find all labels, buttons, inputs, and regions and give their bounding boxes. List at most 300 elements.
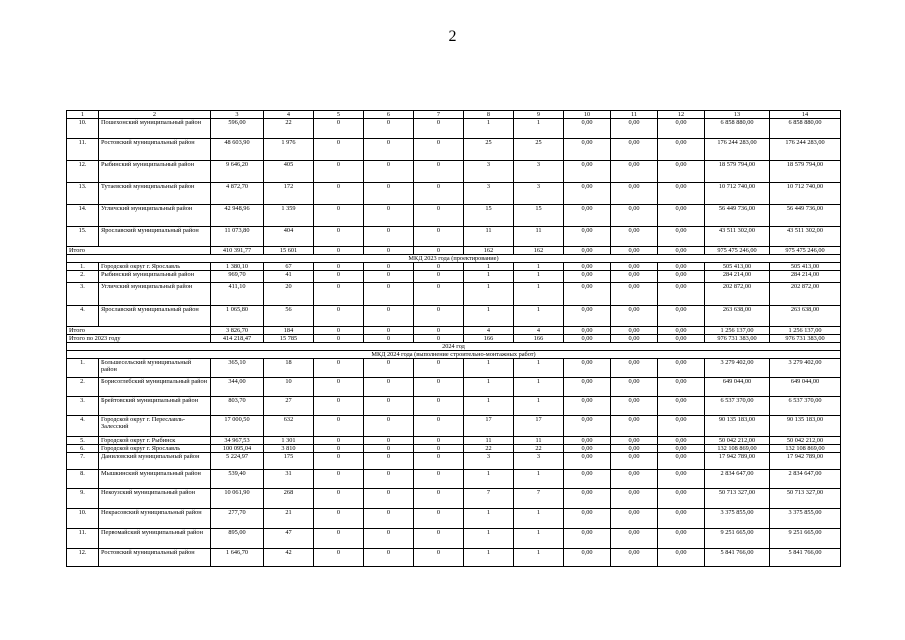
section-heading: 2024 год bbox=[67, 343, 841, 351]
value-cell: 25 bbox=[514, 139, 564, 161]
row-number-cell: 12. bbox=[67, 549, 99, 567]
table-row bbox=[67, 205, 841, 227]
total-value-cell: 1 256 137,00 bbox=[705, 327, 770, 335]
row-number-cell: 11. bbox=[67, 529, 99, 549]
value-cell: 0 bbox=[314, 161, 364, 183]
value-cell: 0 bbox=[414, 470, 464, 489]
value-cell: 0,00 bbox=[658, 227, 705, 247]
total-value-cell: 0 bbox=[364, 327, 414, 335]
value-cell: 0,00 bbox=[658, 453, 705, 470]
district-name-cell: Ростовский муниципальный район bbox=[99, 139, 211, 161]
value-cell: 0,00 bbox=[611, 183, 658, 205]
value-cell: 0,00 bbox=[611, 161, 658, 183]
value-cell: 0,00 bbox=[658, 263, 705, 271]
value-cell: 0 bbox=[414, 397, 464, 416]
value-cell: 41 bbox=[264, 271, 314, 283]
value-cell: 0,00 bbox=[564, 263, 611, 271]
value-cell: 0,00 bbox=[611, 397, 658, 416]
row-number-cell: 3. bbox=[67, 397, 99, 416]
table-row bbox=[67, 227, 841, 247]
value-cell: 0,00 bbox=[658, 183, 705, 205]
value-cell: 0 bbox=[414, 139, 464, 161]
value-cell: 0 bbox=[314, 205, 364, 227]
value-cell: 7 bbox=[464, 489, 514, 509]
value-cell: 0,00 bbox=[564, 509, 611, 529]
value-cell: 1 301 bbox=[264, 437, 314, 445]
district-name-cell: Борисоглебский муниципальный район bbox=[99, 378, 211, 397]
value-cell: 0,00 bbox=[658, 489, 705, 509]
value-cell: 0 bbox=[364, 445, 414, 453]
value-cell: 18 579 794,00 bbox=[770, 161, 841, 183]
value-cell: 0,00 bbox=[564, 378, 611, 397]
value-cell: 0 bbox=[414, 489, 464, 509]
value-cell: 22 bbox=[464, 445, 514, 453]
total-value-cell: 975 475 246,00 bbox=[770, 247, 841, 255]
value-cell: 2 834 647,00 bbox=[705, 470, 770, 489]
table-row bbox=[67, 529, 841, 549]
value-cell: 1 bbox=[464, 263, 514, 271]
value-cell: 3 bbox=[464, 453, 514, 470]
value-cell: 132 108 869,00 bbox=[770, 445, 841, 453]
value-cell: 0 bbox=[364, 509, 414, 529]
value-cell: 0 bbox=[414, 283, 464, 306]
value-cell: 0 bbox=[414, 306, 464, 327]
total-value-cell: 162 bbox=[464, 247, 514, 255]
total-value-cell: 15 601 bbox=[264, 247, 314, 255]
value-cell: 3 bbox=[464, 183, 514, 205]
value-cell: 48 603,90 bbox=[211, 139, 264, 161]
value-cell: 0 bbox=[414, 416, 464, 437]
value-cell: 50 713 327,00 bbox=[705, 489, 770, 509]
value-cell: 0,00 bbox=[658, 119, 705, 139]
row-number-cell: 7. bbox=[67, 453, 99, 470]
value-cell: 0 bbox=[414, 161, 464, 183]
value-cell: 0,00 bbox=[611, 306, 658, 327]
value-cell: 15 bbox=[514, 205, 564, 227]
district-name-cell: Тутаевский муниципальный район bbox=[99, 183, 211, 205]
value-cell: 969,70 bbox=[211, 271, 264, 283]
value-cell: 1 bbox=[464, 378, 514, 397]
district-name-cell: Городской округ г. Переславль-Залесский bbox=[99, 416, 211, 437]
table-body bbox=[67, 111, 841, 567]
value-cell: 0 bbox=[364, 416, 414, 437]
total-value-cell: 0 bbox=[364, 247, 414, 255]
value-cell: 411,10 bbox=[211, 283, 264, 306]
value-cell: 0,00 bbox=[564, 489, 611, 509]
value-cell: 0 bbox=[364, 271, 414, 283]
value-cell: 1 bbox=[464, 359, 514, 378]
value-cell: 0,00 bbox=[611, 453, 658, 470]
value-cell: 1 bbox=[464, 119, 514, 139]
value-cell: 0,00 bbox=[658, 445, 705, 453]
table-row bbox=[67, 359, 841, 378]
total-value-cell: 166 bbox=[464, 335, 514, 343]
value-cell: 895,00 bbox=[211, 529, 264, 549]
total-value-cell: 976 731 383,00 bbox=[705, 335, 770, 343]
table-row bbox=[67, 453, 841, 470]
column-header: 8 bbox=[464, 111, 514, 119]
value-cell: 0 bbox=[314, 227, 364, 247]
value-cell: 1 bbox=[464, 529, 514, 549]
value-cell: 1 bbox=[514, 306, 564, 327]
value-cell: 18 579 794,00 bbox=[705, 161, 770, 183]
value-cell: 27 bbox=[264, 397, 314, 416]
value-cell: 0,00 bbox=[564, 453, 611, 470]
column-header: 10 bbox=[564, 111, 611, 119]
table-row bbox=[67, 470, 841, 489]
total-value-cell: 0 bbox=[414, 247, 464, 255]
total-value-cell: 4 bbox=[514, 327, 564, 335]
value-cell: 0 bbox=[414, 119, 464, 139]
value-cell: 0 bbox=[414, 271, 464, 283]
value-cell: 0 bbox=[414, 437, 464, 445]
row-number-cell: 1. bbox=[67, 263, 99, 271]
column-header: 5 bbox=[314, 111, 364, 119]
district-name-cell: Ростовский муниципальный район bbox=[99, 549, 211, 567]
value-cell: 277,70 bbox=[211, 509, 264, 529]
value-cell: 0 bbox=[314, 453, 364, 470]
district-name-cell: Городской округ г. Рыбинск bbox=[99, 437, 211, 445]
value-cell: 9 646,20 bbox=[211, 161, 264, 183]
value-cell: 1 bbox=[464, 397, 514, 416]
value-cell: 0,00 bbox=[611, 263, 658, 271]
value-cell: 0 bbox=[364, 227, 414, 247]
value-cell: 5 224,97 bbox=[211, 453, 264, 470]
value-cell: 0 bbox=[314, 183, 364, 205]
value-cell: 263 638,00 bbox=[770, 306, 841, 327]
section-heading: МКД 2024 года (выполнение строительно-монтажных работ) bbox=[67, 351, 841, 359]
value-cell: 0,00 bbox=[564, 549, 611, 567]
value-cell: 11 bbox=[514, 437, 564, 445]
value-cell: 0,00 bbox=[564, 437, 611, 445]
column-header: 14 bbox=[770, 111, 841, 119]
total-value-cell: 0,00 bbox=[658, 327, 705, 335]
district-name-cell: Некрасовский муниципальный район bbox=[99, 509, 211, 529]
row-number-cell: 8. bbox=[67, 470, 99, 489]
value-cell: 1 bbox=[464, 271, 514, 283]
value-cell: 2 834 647,00 bbox=[770, 470, 841, 489]
total-value-cell: 184 bbox=[264, 327, 314, 335]
value-cell: 47 bbox=[264, 529, 314, 549]
value-cell: 7 bbox=[514, 489, 564, 509]
value-cell: 0 bbox=[414, 445, 464, 453]
total-value-cell: 0,00 bbox=[611, 247, 658, 255]
value-cell: 405 bbox=[264, 161, 314, 183]
value-cell: 0 bbox=[314, 306, 364, 327]
total-value-cell: 0 bbox=[314, 247, 364, 255]
total-row bbox=[67, 327, 841, 335]
value-cell: 1 bbox=[464, 509, 514, 529]
column-header: 7 bbox=[414, 111, 464, 119]
value-cell: 0,00 bbox=[564, 397, 611, 416]
value-cell: 0 bbox=[364, 529, 414, 549]
value-cell: 50 042 212,00 bbox=[705, 437, 770, 445]
value-cell: 17 bbox=[514, 416, 564, 437]
district-name-cell: Рыбинский муниципальный район bbox=[99, 271, 211, 283]
value-cell: 0,00 bbox=[564, 227, 611, 247]
district-name-cell: Пошехонский муниципальный район bbox=[99, 119, 211, 139]
value-cell: 596,00 bbox=[211, 119, 264, 139]
value-cell: 0 bbox=[364, 119, 414, 139]
value-cell: 43 511 302,00 bbox=[770, 227, 841, 247]
value-cell: 284 214,00 bbox=[770, 271, 841, 283]
table-row bbox=[67, 378, 841, 397]
district-name-cell: Угличский муниципальный район bbox=[99, 283, 211, 306]
value-cell: 0 bbox=[414, 205, 464, 227]
value-cell: 43 511 302,00 bbox=[705, 227, 770, 247]
column-header: 3 bbox=[211, 111, 264, 119]
value-cell: 90 135 183,00 bbox=[705, 416, 770, 437]
total-value-cell: 976 731 383,00 bbox=[770, 335, 841, 343]
total-value-cell: 0,00 bbox=[564, 327, 611, 335]
value-cell: 6 537 370,00 bbox=[770, 397, 841, 416]
value-cell: 344,00 bbox=[211, 378, 264, 397]
value-cell: 175 bbox=[264, 453, 314, 470]
value-cell: 0,00 bbox=[611, 227, 658, 247]
value-cell: 0,00 bbox=[658, 397, 705, 416]
value-cell: 1 065,80 bbox=[211, 306, 264, 327]
value-cell: 0,00 bbox=[564, 139, 611, 161]
value-cell: 539,40 bbox=[211, 470, 264, 489]
row-number-cell: 14. bbox=[67, 205, 99, 227]
value-cell: 0,00 bbox=[658, 509, 705, 529]
value-cell: 0,00 bbox=[611, 529, 658, 549]
value-cell: 0,00 bbox=[611, 549, 658, 567]
value-cell: 11 bbox=[514, 227, 564, 247]
value-cell: 0,00 bbox=[611, 445, 658, 453]
value-cell: 11 073,80 bbox=[211, 227, 264, 247]
value-cell: 6 858 880,00 bbox=[705, 119, 770, 139]
value-cell: 56 449 736,00 bbox=[770, 205, 841, 227]
total-label: Итого bbox=[67, 247, 211, 255]
value-cell: 0 bbox=[414, 549, 464, 567]
value-cell: 0 bbox=[364, 161, 414, 183]
table-row bbox=[67, 119, 841, 139]
value-cell: 0,00 bbox=[658, 306, 705, 327]
row-number-cell: 3. bbox=[67, 283, 99, 306]
value-cell: 0,00 bbox=[564, 205, 611, 227]
row-number-cell: 1. bbox=[67, 359, 99, 378]
value-cell: 3 bbox=[514, 161, 564, 183]
value-cell: 0 bbox=[364, 283, 414, 306]
value-cell: 17 bbox=[464, 416, 514, 437]
value-cell: 0,00 bbox=[611, 416, 658, 437]
value-cell: 0,00 bbox=[658, 139, 705, 161]
district-name-cell: Некоузский муниципальный район bbox=[99, 489, 211, 509]
value-cell: 3 bbox=[514, 183, 564, 205]
value-cell: 17 942 789,00 bbox=[770, 453, 841, 470]
column-header: 1 bbox=[67, 111, 99, 119]
value-cell: 0,00 bbox=[611, 437, 658, 445]
total-value-cell: 3 826,70 bbox=[211, 327, 264, 335]
value-cell: 31 bbox=[264, 470, 314, 489]
district-name-cell: Ярославский муниципальный район bbox=[99, 306, 211, 327]
value-cell: 1 380,10 bbox=[211, 263, 264, 271]
table-row bbox=[67, 397, 841, 416]
value-cell: 176 244 283,00 bbox=[770, 139, 841, 161]
total-value-cell: 0 bbox=[414, 327, 464, 335]
value-cell: 0 bbox=[414, 453, 464, 470]
value-cell: 649 044,00 bbox=[770, 378, 841, 397]
row-number-cell: 13. bbox=[67, 183, 99, 205]
section-heading-row bbox=[67, 351, 841, 359]
value-cell: 0 bbox=[364, 549, 414, 567]
value-cell: 202 872,00 bbox=[770, 283, 841, 306]
value-cell: 0,00 bbox=[611, 139, 658, 161]
value-cell: 0 bbox=[414, 378, 464, 397]
total-label: Итого по 2023 году bbox=[67, 335, 211, 343]
value-cell: 0,00 bbox=[564, 161, 611, 183]
value-cell: 263 638,00 bbox=[705, 306, 770, 327]
value-cell: 0 bbox=[414, 263, 464, 271]
value-cell: 1 bbox=[464, 470, 514, 489]
table-row bbox=[67, 509, 841, 529]
value-cell: 100 095,04 bbox=[211, 445, 264, 453]
total-value-cell: 0,00 bbox=[611, 335, 658, 343]
total-value-cell: 414 218,47 bbox=[211, 335, 264, 343]
value-cell: 0,00 bbox=[564, 306, 611, 327]
value-cell: 0 bbox=[364, 437, 414, 445]
value-cell: 0 bbox=[364, 359, 414, 378]
value-cell: 25 bbox=[464, 139, 514, 161]
value-cell: 1 bbox=[514, 470, 564, 489]
value-cell: 0,00 bbox=[564, 445, 611, 453]
value-cell: 42 948,96 bbox=[211, 205, 264, 227]
column-header: 13 bbox=[705, 111, 770, 119]
row-number-cell: 2. bbox=[67, 378, 99, 397]
value-cell: 1 bbox=[464, 283, 514, 306]
table-row bbox=[67, 549, 841, 567]
district-name-cell: Городской округ г. Ярославль bbox=[99, 445, 211, 453]
value-cell: 202 872,00 bbox=[705, 283, 770, 306]
value-cell: 56 bbox=[264, 306, 314, 327]
value-cell: 0,00 bbox=[658, 437, 705, 445]
district-name-cell: Мышкинский муниципальный район bbox=[99, 470, 211, 489]
value-cell: 176 244 283,00 bbox=[705, 139, 770, 161]
value-cell: 0,00 bbox=[658, 470, 705, 489]
total-value-cell: 0 bbox=[364, 335, 414, 343]
value-cell: 0,00 bbox=[611, 470, 658, 489]
value-cell: 15 bbox=[464, 205, 514, 227]
value-cell: 0,00 bbox=[564, 183, 611, 205]
table-row bbox=[67, 306, 841, 327]
total-value-cell: 0,00 bbox=[564, 335, 611, 343]
value-cell: 0,00 bbox=[564, 283, 611, 306]
row-number-cell: 10. bbox=[67, 119, 99, 139]
value-cell: 0 bbox=[364, 397, 414, 416]
value-cell: 6 858 880,00 bbox=[770, 119, 841, 139]
value-cell: 5 841 766,00 bbox=[770, 549, 841, 567]
value-cell: 34 967,53 bbox=[211, 437, 264, 445]
value-cell: 3 bbox=[464, 161, 514, 183]
table-row bbox=[67, 437, 841, 445]
value-cell: 6 537 370,00 bbox=[705, 397, 770, 416]
value-cell: 0,00 bbox=[564, 470, 611, 489]
value-cell: 0 bbox=[364, 378, 414, 397]
value-cell: 0,00 bbox=[611, 359, 658, 378]
value-cell: 0 bbox=[414, 183, 464, 205]
value-cell: 0 bbox=[314, 489, 364, 509]
value-cell: 3 bbox=[514, 453, 564, 470]
value-cell: 1 bbox=[514, 271, 564, 283]
value-cell: 18 bbox=[264, 359, 314, 378]
value-cell: 9 251 665,00 bbox=[770, 529, 841, 549]
value-cell: 10 061,90 bbox=[211, 489, 264, 509]
value-cell: 3 279 402,00 bbox=[705, 359, 770, 378]
value-cell: 0,00 bbox=[658, 205, 705, 227]
value-cell: 0,00 bbox=[658, 271, 705, 283]
value-cell: 21 bbox=[264, 509, 314, 529]
table-row bbox=[67, 416, 841, 437]
value-cell: 3 279 402,00 bbox=[770, 359, 841, 378]
value-cell: 404 bbox=[264, 227, 314, 247]
value-cell: 0 bbox=[314, 139, 364, 161]
value-cell: 0 bbox=[314, 549, 364, 567]
total-value-cell: 166 bbox=[514, 335, 564, 343]
district-name-cell: Большесельский муниципальный район bbox=[99, 359, 211, 378]
column-header: 6 bbox=[364, 111, 414, 119]
value-cell: 0 bbox=[314, 397, 364, 416]
district-name-cell: Первомайский муниципальный район bbox=[99, 529, 211, 549]
row-number-cell: 10. bbox=[67, 509, 99, 529]
table-row bbox=[67, 445, 841, 453]
district-name-cell: Брейтовский муниципальный район bbox=[99, 397, 211, 416]
total-value-cell: 0 bbox=[414, 335, 464, 343]
value-cell: 0,00 bbox=[658, 416, 705, 437]
section-heading-row bbox=[67, 343, 841, 351]
total-value-cell: 410 391,77 bbox=[211, 247, 264, 255]
table-row bbox=[67, 183, 841, 205]
value-cell: 0,00 bbox=[611, 283, 658, 306]
total-row bbox=[67, 335, 841, 343]
value-cell: 10 712 740,00 bbox=[770, 183, 841, 205]
value-cell: 1 bbox=[514, 509, 564, 529]
table-row bbox=[67, 161, 841, 183]
value-cell: 50 713 327,00 bbox=[770, 489, 841, 509]
value-cell: 10 712 740,00 bbox=[705, 183, 770, 205]
header-row bbox=[67, 111, 841, 119]
value-cell: 5 841 766,00 bbox=[705, 549, 770, 567]
value-cell: 4 872,70 bbox=[211, 183, 264, 205]
value-cell: 365,10 bbox=[211, 359, 264, 378]
table-row bbox=[67, 139, 841, 161]
value-cell: 0 bbox=[414, 359, 464, 378]
table-row bbox=[67, 489, 841, 509]
value-cell: 50 042 212,00 bbox=[770, 437, 841, 445]
total-label: Итого bbox=[67, 327, 211, 335]
value-cell: 0 bbox=[314, 263, 364, 271]
value-cell: 0,00 bbox=[611, 509, 658, 529]
value-cell: 1 bbox=[514, 549, 564, 567]
value-cell: 1 bbox=[464, 306, 514, 327]
page-number: 2 bbox=[448, 28, 457, 45]
value-cell: 1 bbox=[514, 119, 564, 139]
value-cell: 0 bbox=[314, 359, 364, 378]
value-cell: 67 bbox=[264, 263, 314, 271]
value-cell: 0 bbox=[364, 453, 414, 470]
value-cell: 0 bbox=[314, 416, 364, 437]
value-cell: 11 bbox=[464, 437, 514, 445]
value-cell: 1 bbox=[514, 283, 564, 306]
total-value-cell: 1 256 137,00 bbox=[770, 327, 841, 335]
value-cell: 284 214,00 bbox=[705, 271, 770, 283]
value-cell: 1 bbox=[514, 378, 564, 397]
value-cell: 0 bbox=[314, 445, 364, 453]
row-number-cell: 12. bbox=[67, 161, 99, 183]
value-cell: 56 449 736,00 bbox=[705, 205, 770, 227]
value-cell: 1 976 bbox=[264, 139, 314, 161]
value-cell: 803,70 bbox=[211, 397, 264, 416]
